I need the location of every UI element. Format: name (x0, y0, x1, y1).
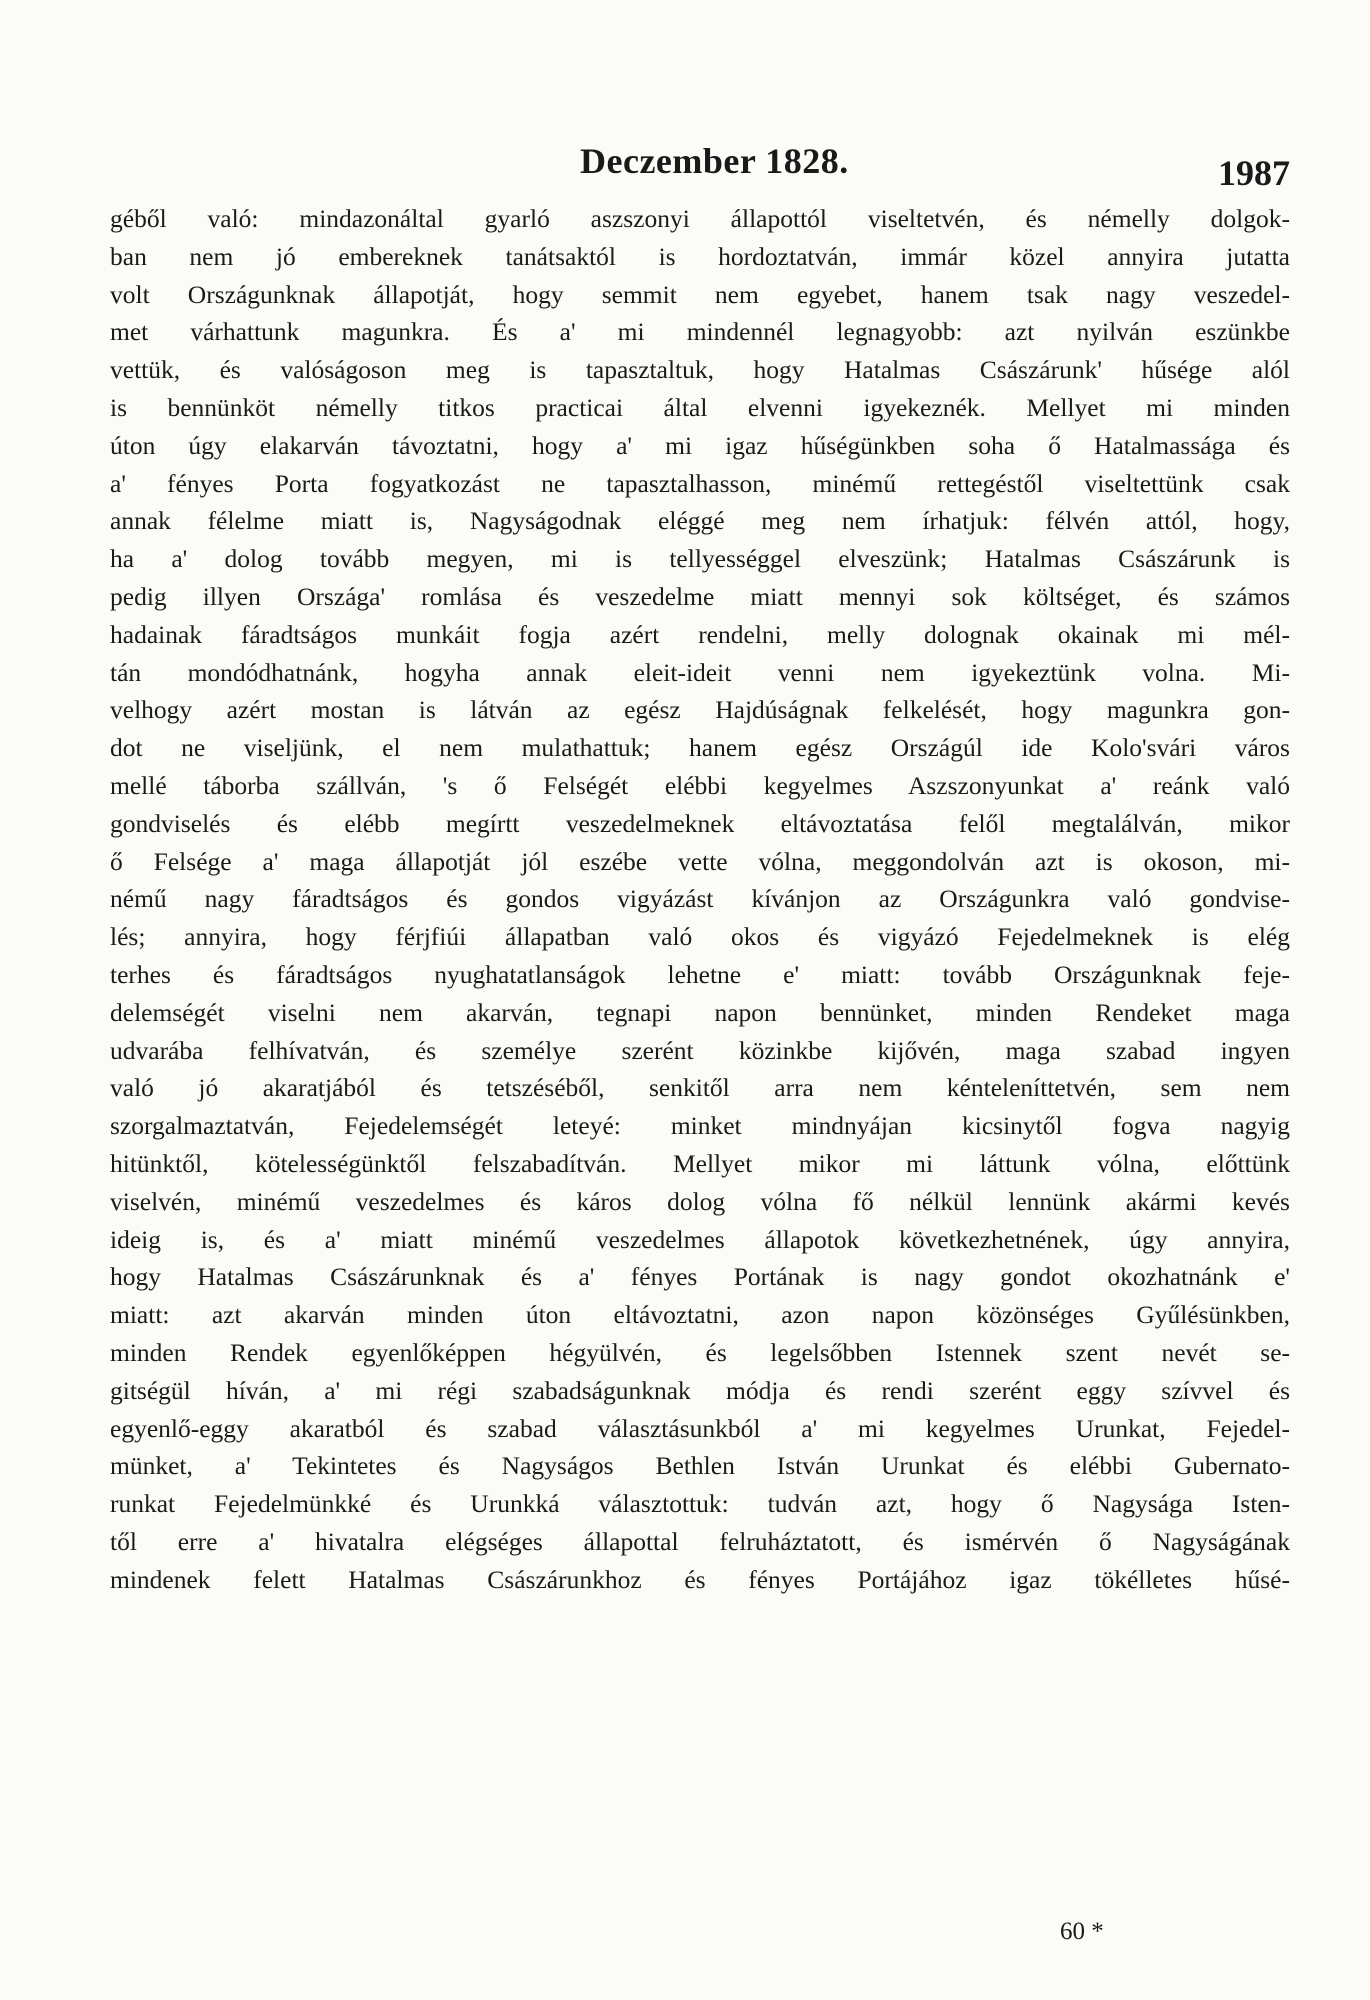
text-line: ban nem jó embereknek tanátsaktól is hordoztatván, immár közel annyira jutatta (110, 241, 1290, 271)
text-line: ő Felsége a' maga állapotját jól eszébe vette vólna, meggondolván azt is okoson, mi- (110, 846, 1290, 876)
text-line: hitünktől, kötelességünktől felszabadítván. Mellyet mikor mi láttunk vólna, előttünk (110, 1148, 1290, 1178)
text-line: szorgalmaztatván, Fejedelemségét leteyé: minket mindnyájan kicsinytől fogva nagyig (110, 1111, 1290, 1141)
page-header (110, 140, 1290, 200)
text-line: dot ne viseljünk, el nem mulathattuk; hanem egész Országúl ide Kolo'svári város (110, 733, 1290, 763)
text-line: münket, a' Tekintetes és Nagyságos Bethlen István Urunkat és elébbi Gubernato- (110, 1451, 1290, 1481)
text-line: hadainak fáradtságos munkáit fogja azért rendelni, melly dolognak okainak mi mél- (110, 619, 1290, 649)
text-line: lés; annyira, hogy férjfiúi állapatban való okos és vigyázó Fejedelmeknek is elég (110, 922, 1290, 952)
text-line: ideig is, és a' miatt minémű veszedelmes állapotok következhetnének, úgy annyira, (110, 1224, 1290, 1254)
text-line: től erre a' hivatalra elégséges állapottal felruháztatott, és ismérvén ő Nagyságának (110, 1526, 1290, 1556)
text-line: runkat Fejedelmünkké és Urunkká választottuk: tudván azt, hogy ő Nagysága Isten- (110, 1489, 1290, 1519)
body-text (110, 200, 1290, 1598)
text-line: miatt: azt akarván minden úton eltávoztatni, azon napon közönséges Gyűlésünkben, (110, 1300, 1290, 1330)
text-line: minden Rendek egyenlőképpen hégyülvén, és legelsőbben Istennek szent nevét se- (110, 1337, 1290, 1367)
page-title: Deczember 1828. (580, 141, 849, 181)
text-line: pedig illyen Országa' romlása és veszedelme miatt mennyi sok költséget, és számos (110, 581, 1290, 611)
text-line: met várhattunk magunkra. És a' mi mindennél legnagyobb: azt nyilván eszünkbe (110, 317, 1290, 347)
text-line: is bennünköt némelly titkos practicai által elvenni igyekeznék. Mellyet mi minden (110, 392, 1290, 422)
text-line: hogy Hatalmas Császárunknak és a' fényes Portának is nagy gondot okozhatnánk e' (110, 1262, 1290, 1292)
text-line: géből való: mindazonáltal gyarló aszszonyi állapottól viseltetvén, és némelly dolgok- (110, 204, 1290, 233)
text-line: annak félelme miatt is, Nagyságodnak eléggé meg nem írhatjuk: félvén attól, hogy, (110, 506, 1290, 536)
text-line: delemségét viselni nem akarván, tegnapi napon bennünket, minden Rendeket maga (110, 997, 1290, 1027)
text-line: volt Országunknak állapotját, hogy semmit nem egyebet, hanem tsak nagy veszedel- (110, 279, 1290, 309)
text-line: a' fényes Porta fogyatkozást ne tapasztalhasson, minémű rettegéstől viseltettünk csak (110, 468, 1290, 498)
text-line: gondviselés és elébb megírtt veszedelmeknek eltávoztatása felől megtalálván, mikor (110, 808, 1290, 838)
text-line: ha a' dolog tovább megyen, mi is tellyességgel elveszünk; Hatalmas Császárunk is (110, 544, 1290, 574)
text-line: velhogy azért mostan is látván az egész Hajdúságnak felkelését, hogy magunkra gon- (110, 695, 1290, 725)
text-line: viselvén, minémű veszedelmes és káros dolog vólna fő nélkül lennünk akármi kevés (110, 1186, 1290, 1216)
text-line: udvarába felhívatván, és személye szerént közinkbe kijővén, maga szabad ingyen (110, 1035, 1290, 1065)
text-line: úton úgy elakarván távoztatni, hogy a' mi igaz hűségünkben soha ő Hatalmassága és (110, 430, 1290, 460)
text-line: mindenek felett Hatalmas Császárunkhoz és fényes Portájához igaz tökélletes hűsé- (110, 1564, 1290, 1594)
text-line: mellé táborba szállván, 's ő Felségét elébbi kegyelmes Aszszonyunkat a' reánk való (110, 770, 1290, 800)
text-line: gitségül híván, a' mi régi szabadságunknak módja és rendi szerént eggy szívvel és (110, 1375, 1290, 1405)
text-line: való jó akaratjából és tetszéséből, senkitől arra nem kénteleníttetvén, sem nem (110, 1073, 1290, 1103)
text-line: tán mondódhatnánk, hogyha annak eleit-ideit venni nem igyekeztünk volna. Mi- (110, 657, 1290, 687)
text-line: vettük, és valóságoson meg is tapasztaltuk, hogy Hatalmas Császárunk' hűsége alól (110, 355, 1290, 385)
text-line: egyenlő-eggy akaratból és szabad választásunkból a' mi kegyelmes Urunkat, Fejedel- (110, 1413, 1290, 1443)
text-line: némű nagy fáradtságos és gondos vigyázást kívánjon az Országunkra való gondvise- (110, 884, 1290, 914)
text-line: terhes és fáradtságos nyughatatlanságok lehetne e' miatt: tovább Országunknak feje- (110, 959, 1290, 989)
signature-mark: 60 * (1060, 1918, 1104, 1945)
page-number: 1987 (1218, 153, 1290, 193)
